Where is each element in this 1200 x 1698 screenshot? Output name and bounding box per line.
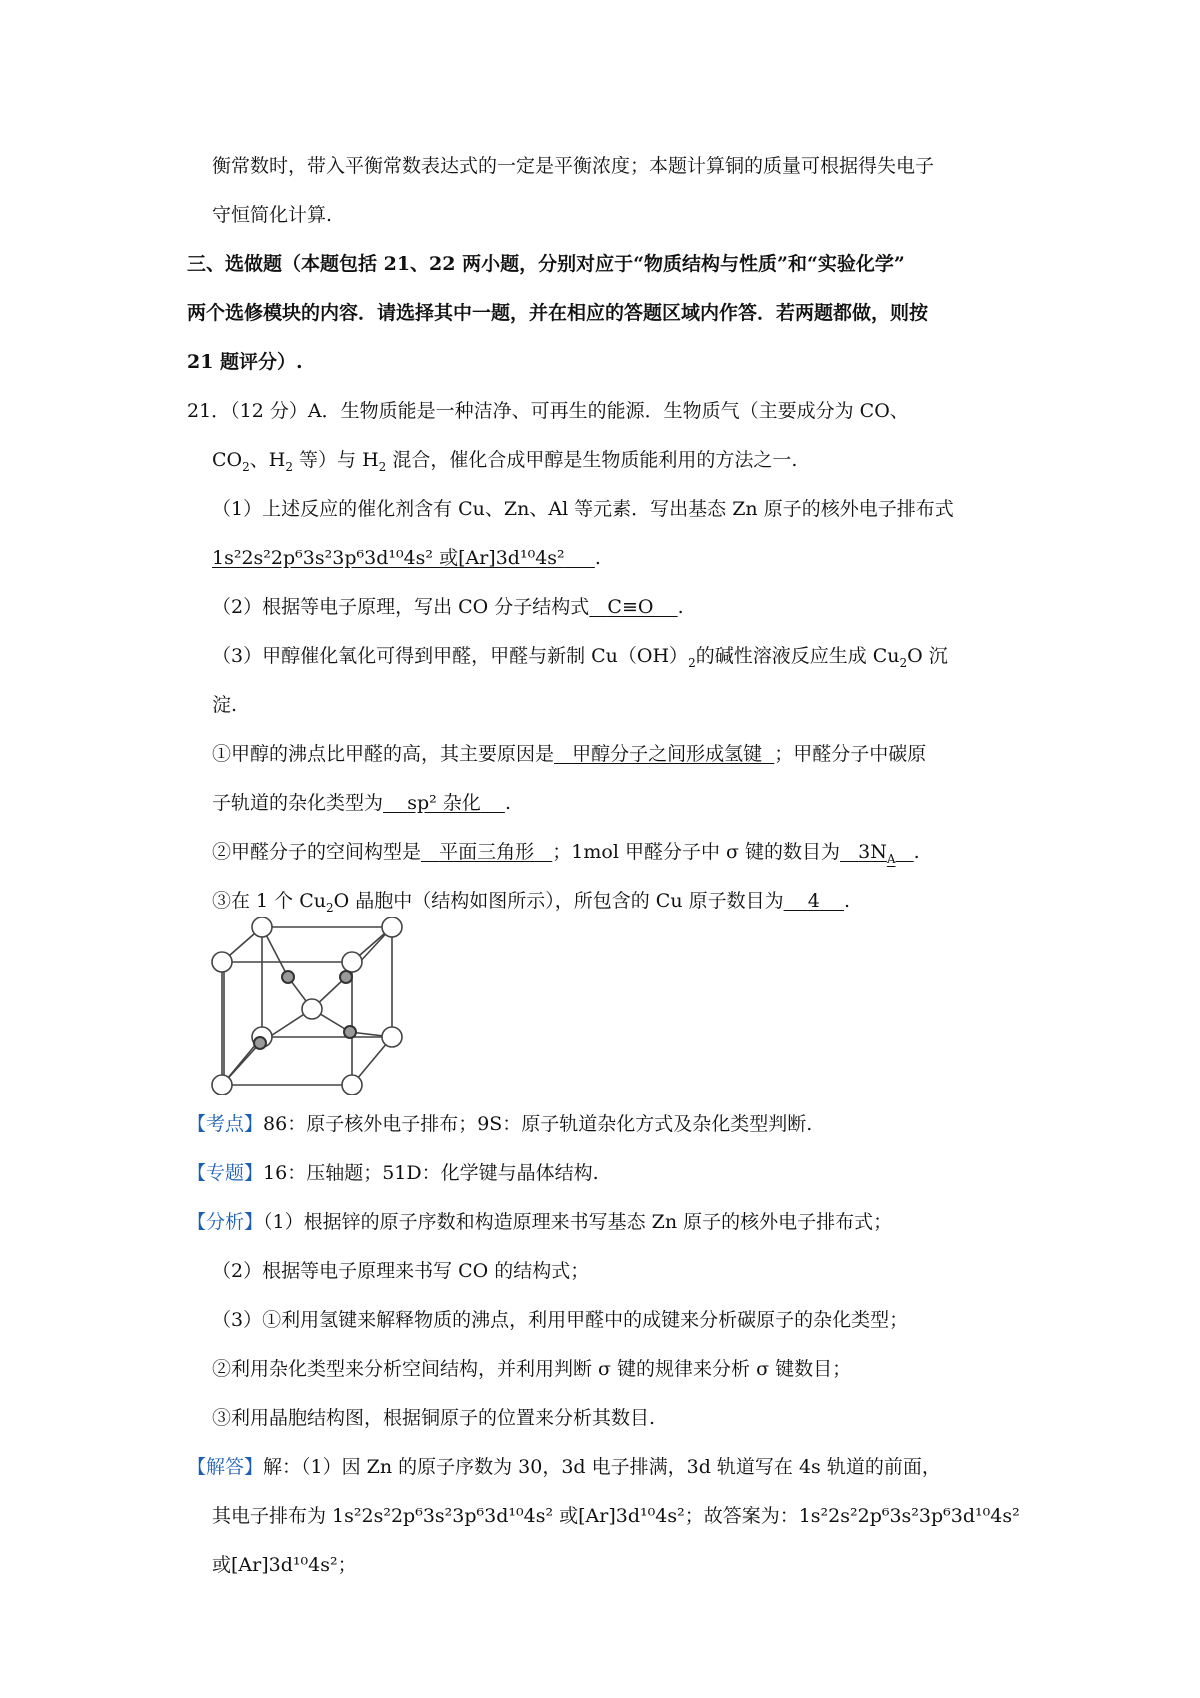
jieda-tag: 【解答】	[187, 1456, 264, 1478]
atom-o	[212, 1075, 232, 1095]
answer-text: 3N	[858, 841, 887, 863]
sub-question-3: ③在 1 个 $Cu_2O$ 晶胞中（结构如图所示），所包含的 Cu 原子数目为 4 .	[212, 890, 851, 915]
question-intro: $CO_2$、$H_2$ 等）与 $H_2$ 混合，催化合成甲醇是生物质能利用的方法之一.	[212, 449, 798, 474]
question-intro: 21．（12 分）A．生物质能是一种洁净、可再生的能源．生物质气（主要成分为 CO、	[187, 400, 909, 422]
sub-question-1-cont: 子轨道的杂化类型为 sp² 杂化 .	[212, 792, 511, 814]
question-part-2: （2）根据等电子原理，写出 CO 分子结构式 C≡O .	[212, 596, 684, 618]
answer-text: sp² 杂化	[407, 792, 481, 814]
text-line: 其电子排布为 1s²2s²2p⁶3s²3p⁶3d¹⁰4s² 或[Ar]3d¹⁰4s²；故答案为：1s²2s²2p⁶3s²3p⁶3d¹⁰4s²	[212, 1505, 1020, 1527]
atom-o	[212, 952, 232, 972]
answer-text: 甲醇分子之间形成氢键	[572, 743, 763, 765]
text-line: （3）①利用氢键来解释物质的沸点，利用甲醛中的成键来分析碳原子的杂化类型；	[212, 1309, 909, 1331]
text-line: 守恒简化计算.	[212, 204, 333, 226]
kaodian-line: 【考点】86：原子核外电子排布；9S：原子轨道杂化方式及杂化类型判断.	[187, 1113, 813, 1135]
atom-cu	[254, 1037, 266, 1049]
answer-line: 1s²2s²2p⁶3s²3p⁶3d¹⁰4s² 或[Ar]3d¹⁰4s² .	[212, 547, 601, 569]
question-part-1: （1）上述反应的催化剂含有 Cu、Zn、Al 等元素．写出基态 Zn 原子的核外电子排布式	[212, 498, 954, 520]
atom-o	[382, 917, 402, 937]
atom-cu	[344, 1026, 356, 1038]
fenxi-tag: 【分析】	[187, 1211, 264, 1233]
jieda-line: 【解答】解：（1）因 Zn 的原子序数为 30，3d 电子排满，3d 轨道写在 4s 轨道的前面，	[187, 1456, 941, 1478]
atom-o	[342, 952, 362, 972]
text-line: 或[Ar]3d¹⁰4s²；	[212, 1554, 357, 1576]
answer-text: C≡O	[607, 596, 654, 618]
atom-o	[252, 917, 272, 937]
answer-text: 平面三角形	[439, 841, 535, 863]
text-line: ②利用杂化类型来分析空间结构，并利用判断 σ 键的规律来分析 σ 键数目；	[212, 1358, 852, 1380]
section-heading: 21 题评分）.	[187, 351, 303, 373]
zhuanti-line: 【专题】16：压轴题；51D：化学键与晶体结构.	[187, 1162, 599, 1184]
answer-text: 1s²2s²2p⁶3s²3p⁶3d¹⁰4s² 或[Ar]3d¹⁰4s²	[212, 547, 565, 569]
atom-o	[302, 999, 322, 1019]
atom-o	[342, 1075, 362, 1095]
atom-cu	[340, 971, 352, 983]
fenxi-line: 【分析】（1）根据锌的原子序数和构造原理来书写基态 Zn 原子的核外电子排布式；	[187, 1211, 893, 1233]
text-line: ③利用晶胞结构图，根据铜原子的位置来分析其数目.	[212, 1407, 656, 1429]
sub-question-1: ①甲醇的沸点比甲醛的高，其主要原因是 甲醇分子之间形成氢键 ；甲醛分子中碳原	[212, 743, 927, 765]
cu2o-unit-cell-figure	[204, 917, 418, 1095]
text-line: 淀.	[212, 694, 238, 716]
kaodian-tag: 【考点】	[187, 1113, 264, 1135]
section-heading: 两个选修模块的内容．请选择其中一题，并在相应的答题区域内作答．若两题都做，则按	[187, 302, 929, 324]
zhuanti-tag: 【专题】	[187, 1162, 264, 1184]
section-heading: 三、选做题（本题包括 21、22 两小题，分别对应于“物质结构与性质”和“实验化学”	[187, 253, 905, 275]
answer-text: 4	[807, 890, 820, 912]
sub-question-2: ②甲醛分子的空间构型是 平面三角形 ；1mol 甲醛分子中 σ 键的数目为 $3N_A$ .	[212, 841, 920, 866]
question-part-3: （3）甲醇催化氧化可得到甲醛，甲醛与新制 $Cu(OH)_2$的碱性溶液反应生成 $Cu_2O$ 沉	[212, 645, 948, 670]
text-line: （2）根据等电子原理来书写 CO 的结构式；	[212, 1260, 590, 1282]
text-line: 衡常数时，带入平衡常数表达式的一定是平衡浓度；本题计算铜的质量可根据得失电子	[212, 155, 935, 177]
atom-cu	[282, 971, 294, 983]
atom-o	[382, 1027, 402, 1047]
